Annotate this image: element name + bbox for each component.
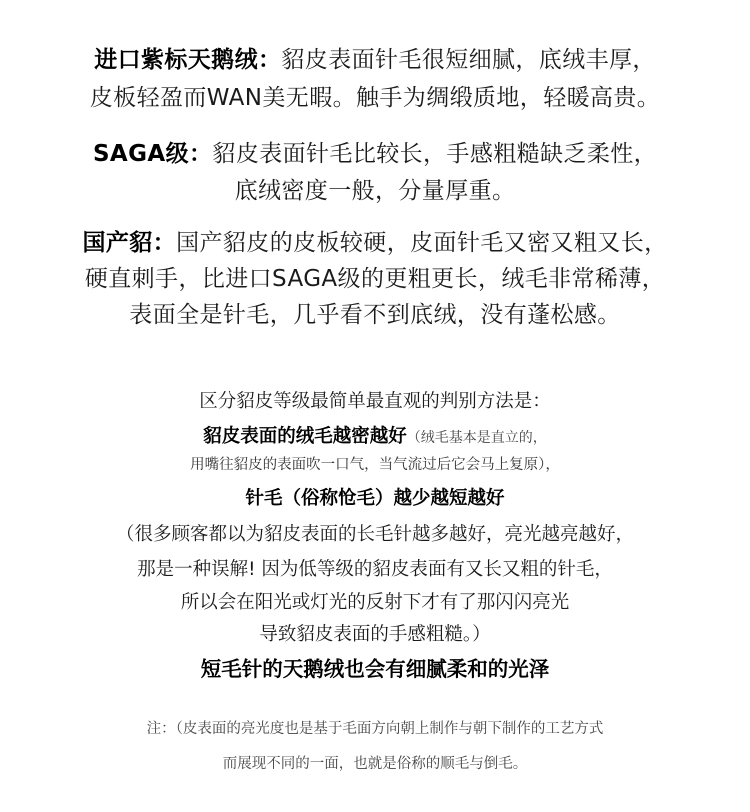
footnote-line-1: 注：（皮表面的亮光度也是基于毛面方向朝上制作与朝下制作的工艺方式 bbox=[146, 721, 604, 737]
velvet-title: 进口紫标天鹅绒： bbox=[94, 47, 282, 73]
guide-point-2-note-3: 所以会在阳光或灯光的反射下才有了那闪闪亮光 bbox=[180, 592, 570, 613]
guide-point-2-note-2: 那是一种误解! 因为低等级的貂皮表面有又长又粗的针毛， bbox=[137, 559, 613, 580]
saga-desc-2: 底绒密度一般，分量厚重。 bbox=[234, 178, 516, 204]
domestic-desc-2: 硬直刺手，比进口SAGA级的更粗更长，绒毛非常稀薄， bbox=[84, 266, 666, 292]
guide-point-1 bbox=[0, 423, 750, 452]
guide-point-1-note: （绒毛基本是直立的， bbox=[406, 430, 547, 446]
saga-line-1 bbox=[0, 138, 750, 170]
velvet-desc-2: 皮板轻盈而WAN美无暇。触手为绸缎质地，轻暖高贵。 bbox=[89, 85, 661, 111]
guide-point-2 bbox=[0, 485, 750, 513]
guide-point-1-bold: 貂皮表面的绒毛越密越好 bbox=[203, 426, 407, 447]
guide-conclusion bbox=[0, 655, 750, 685]
domestic-desc-3: 表面全是针毛，几乎看不到底绒，没有蓬松感。 bbox=[129, 302, 621, 328]
domestic-line-1 bbox=[0, 227, 750, 259]
domestic-title: 国产貂： bbox=[82, 230, 177, 256]
guide-point-1-note-2: 用嘴往貂皮的表面吹一口气，当气流过后它会马上复原）， bbox=[190, 457, 560, 473]
footnote-line-2: 而展现不同的一面，也就是俗称的顺毛与倒毛。 bbox=[222, 756, 528, 772]
guide-point-2-bold: 针毛（俗称怆毛）越少越短越好 bbox=[245, 488, 505, 509]
guide-point-2-note-4: 导致貂皮表面的手感粗糙。） bbox=[259, 624, 491, 645]
saga-title: SAGA级： bbox=[92, 141, 213, 167]
guide-point-2-note-1: （很多顾客都以为貂皮表面的长毛针越多越好，亮光越亮越好， bbox=[115, 524, 634, 545]
saga-desc-1: 貂皮表面针毛比较长，手感粗糙缺乏柔性， bbox=[212, 141, 658, 167]
velvet-line-1 bbox=[0, 44, 750, 76]
domestic-desc-1: 国产貂皮的皮板较硬，皮面针毛又密又粗又长， bbox=[176, 230, 668, 256]
guide-intro: 区分貂皮等级最简单最直观的判别方法是： bbox=[199, 391, 551, 412]
guide-conclusion-text: 短毛针的天鹅绒也会有细腻柔和的光泽 bbox=[200, 657, 550, 681]
velvet-desc-1: 貂皮表面针毛很短细腻，底绒丰厚， bbox=[281, 47, 656, 73]
